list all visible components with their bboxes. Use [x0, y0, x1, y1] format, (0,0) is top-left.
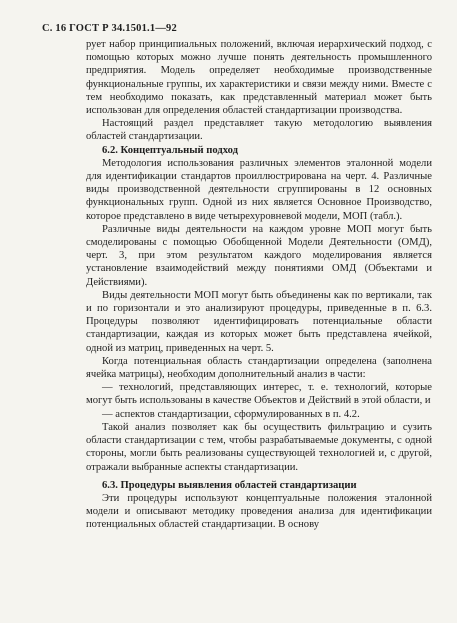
- section-heading-6-2: 6.2. Концептуальный подход: [102, 144, 238, 156]
- paragraph-methodology: Методология использования различных элементов эталонной модели для идентификации стандартов проиллюстрирована на черт. 4. Различные виды производственной деятельности сгруппированы в 12 основных функциональных групп. Одной из них является Основное Производство, которое представлено в виде четырехуровневой модели, МОП (табл.).: [86, 157, 432, 222]
- paragraph-continuation: рует набор принципиальных положений, включая иерархический подход, с помощью которых можно лучше понять деятельность промышленного предприятия. Модель определяет необходимые производственные функциональные группы, их характеристики и связи между ними. Вместе с тем необходимо показать, как представленный материал может быть использован для определения областей стандартизации производства.: [86, 39, 432, 117]
- paragraph-procedures: Виды деятельности МОП могут быть объединены как по вертикали, так и по горизонтали и это анализируют процедуры, приведенные в п. 6.3. Процедуры позволяют идентифицировать потенциальные области стандартизации, каждая из которых может быть представлена ячейкой, одной из матриц, приведенных на черт. 5.: [86, 289, 432, 354]
- paragraph-section-intro: Настоящий раздел представляет такую методологию выявления областей стандартизации.: [86, 118, 432, 143]
- page-header: С. 16 ГОСТ Р 34.1501.1—92: [42, 23, 177, 34]
- list-item-aspects: — аспектов стандартизации, сформулированных в п. 4.2.: [102, 408, 360, 420]
- section-heading-6-3: 6.3. Процедуры выявления областей стандартизации: [102, 479, 357, 491]
- list-item-technologies: — технологий, представляющих интерес, т. е. технологий, которые могут быть использованы в качестве Объектов и Действий в этой области, и: [86, 382, 432, 407]
- paragraph-filtering: Такой анализ позволяет как бы осуществить фильтрацию и сузить области стандартизации с тем, чтобы разрабатываемые документы, с одной стороны, могли быть реализованы существующей технологией и, с другой, отражали выбранные аспекты стандартизации.: [86, 421, 432, 473]
- paragraph-procedures-intro: Эти процедуры используют концептуальные положения эталонной модели и описывают методику проведения анализа для идентификации потенциальных областей стандартизации. В основу: [86, 492, 432, 531]
- paragraph-activity-modeling: Различные виды деятельности на каждом уровне МОП могут быть смоделированы с помощью Обобщенной Модели Деятельности (ОМД), черт. 3, при этом результатом каждого моделирования является установление взаимодействий между понятиями ОМД (Объектами и Действиями).: [86, 223, 432, 288]
- document-body: [86, 38, 432, 532]
- paragraph-additional-analysis: Когда потенциальная область стандартизации определена (заполнена ячейка матрицы), необходим дополнительный анализ в части:: [86, 355, 432, 381]
